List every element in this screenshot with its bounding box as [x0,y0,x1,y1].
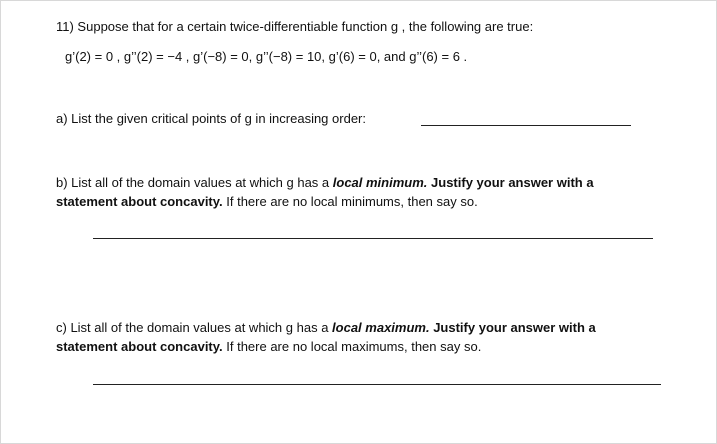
part-a-prompt: a) List the given critical points of g in increasing order: [56,111,366,126]
part-c-prompt-line-2 [56,339,481,355]
part-b-prompt-line-1 [56,175,594,191]
part-b-rest: If there are no local minimums, then say so. [222,194,478,209]
part-c-prompt-text: c) List all of the domain values at which g has a [56,320,333,335]
part-b-concavity: statement about concavity. [56,194,223,209]
part-c-justify: Justify your answer with a [429,320,596,335]
part-c-rest: If there are no local maximums, then say so. [222,339,482,354]
part-c-answer-line[interactable] [93,384,661,385]
part-b-answer-line[interactable] [93,238,653,239]
question-title: 11) Suppose that for a certain twice-differentiable function g , the following are true: [56,19,534,34]
part-a-answer-line[interactable] [421,125,631,126]
part-c-prompt-line-1 [56,320,596,336]
part-c-concavity: statement about concavity. [56,339,223,354]
part-b-justify: Justify your answer with a [427,175,594,190]
part-b-prompt-text: b) List all of the domain values at which g has a [56,175,333,190]
given-conditions: g’(2) = 0 , g’’(2) = −4 , g’(−8) = 0, g’’(−8) = 10, g’(6) = 0, and g’’(6) = 6 . [65,49,468,64]
part-b-emphasis: local minimum. [332,175,428,190]
part-c-emphasis: local maximum. [332,320,430,335]
part-b-prompt-line-2 [56,194,478,210]
